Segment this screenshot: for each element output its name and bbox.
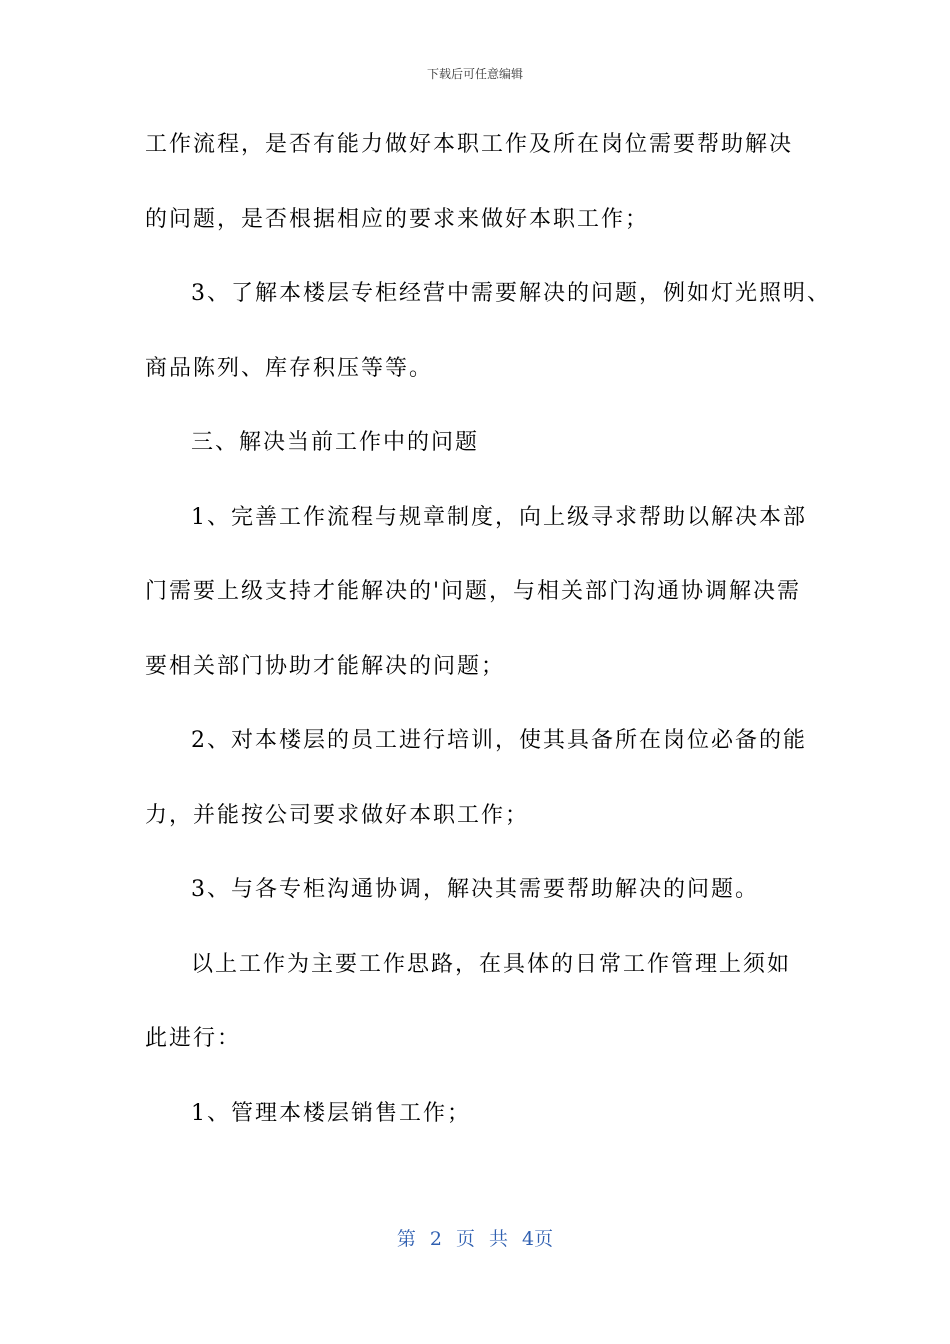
paragraph-line: 此进行： [145,1026,242,1051]
paragraph-line: 1、完善工作流程与规章制度，向上级寻求帮助以解决本部 [191,504,807,530]
footer-label-gong: 共 [489,1228,509,1250]
paragraph-line: 门需要上级支持才能解决的'问题，与相关部门沟通协调解决需 [145,579,802,604]
paragraph-line: 力，并能按公司要求做好本职工作； [145,802,530,828]
header-note: 下载后可任意编辑 [426,67,523,81]
paragraph-line: 以上工作为主要工作思路，在具体的日常工作管理上须如 [191,951,792,977]
paragraph-line: 的问题，是否根据相应的要求来做好本职工作； [145,206,650,232]
page-footer [0,1226,950,1252]
paragraph-line: 要相关部门协助才能解决的问题； [145,653,506,679]
document-body [145,122,831,1165]
paragraph-line: 2、对本楼层的员工进行培训，使其具备所在岗位必备的能 [191,728,807,753]
footer-label-di: 第 [396,1228,416,1250]
paragraph-line: 1、管理本楼层销售工作； [191,1100,471,1126]
section-heading: 三、解决当前工作中的问题 [191,430,480,455]
footer-page-current: 2 [429,1228,442,1250]
paragraph-line: 工作流程，是否有能力做好本职工作及所在岗位需要帮助解决 [145,132,794,157]
paragraph-line: 商品陈列、库存积压等等。 [145,355,434,381]
paragraph-line: 3、了解本楼层专柜经营中需要解决的问题，例如灯光照明、 [191,281,831,306]
paragraph-line: 3、与各专柜沟通协调，解决其需要帮助解决的问题。 [191,877,759,902]
footer-label-ye: 页 [455,1228,475,1250]
footer-page-total: 4页 [522,1228,554,1250]
